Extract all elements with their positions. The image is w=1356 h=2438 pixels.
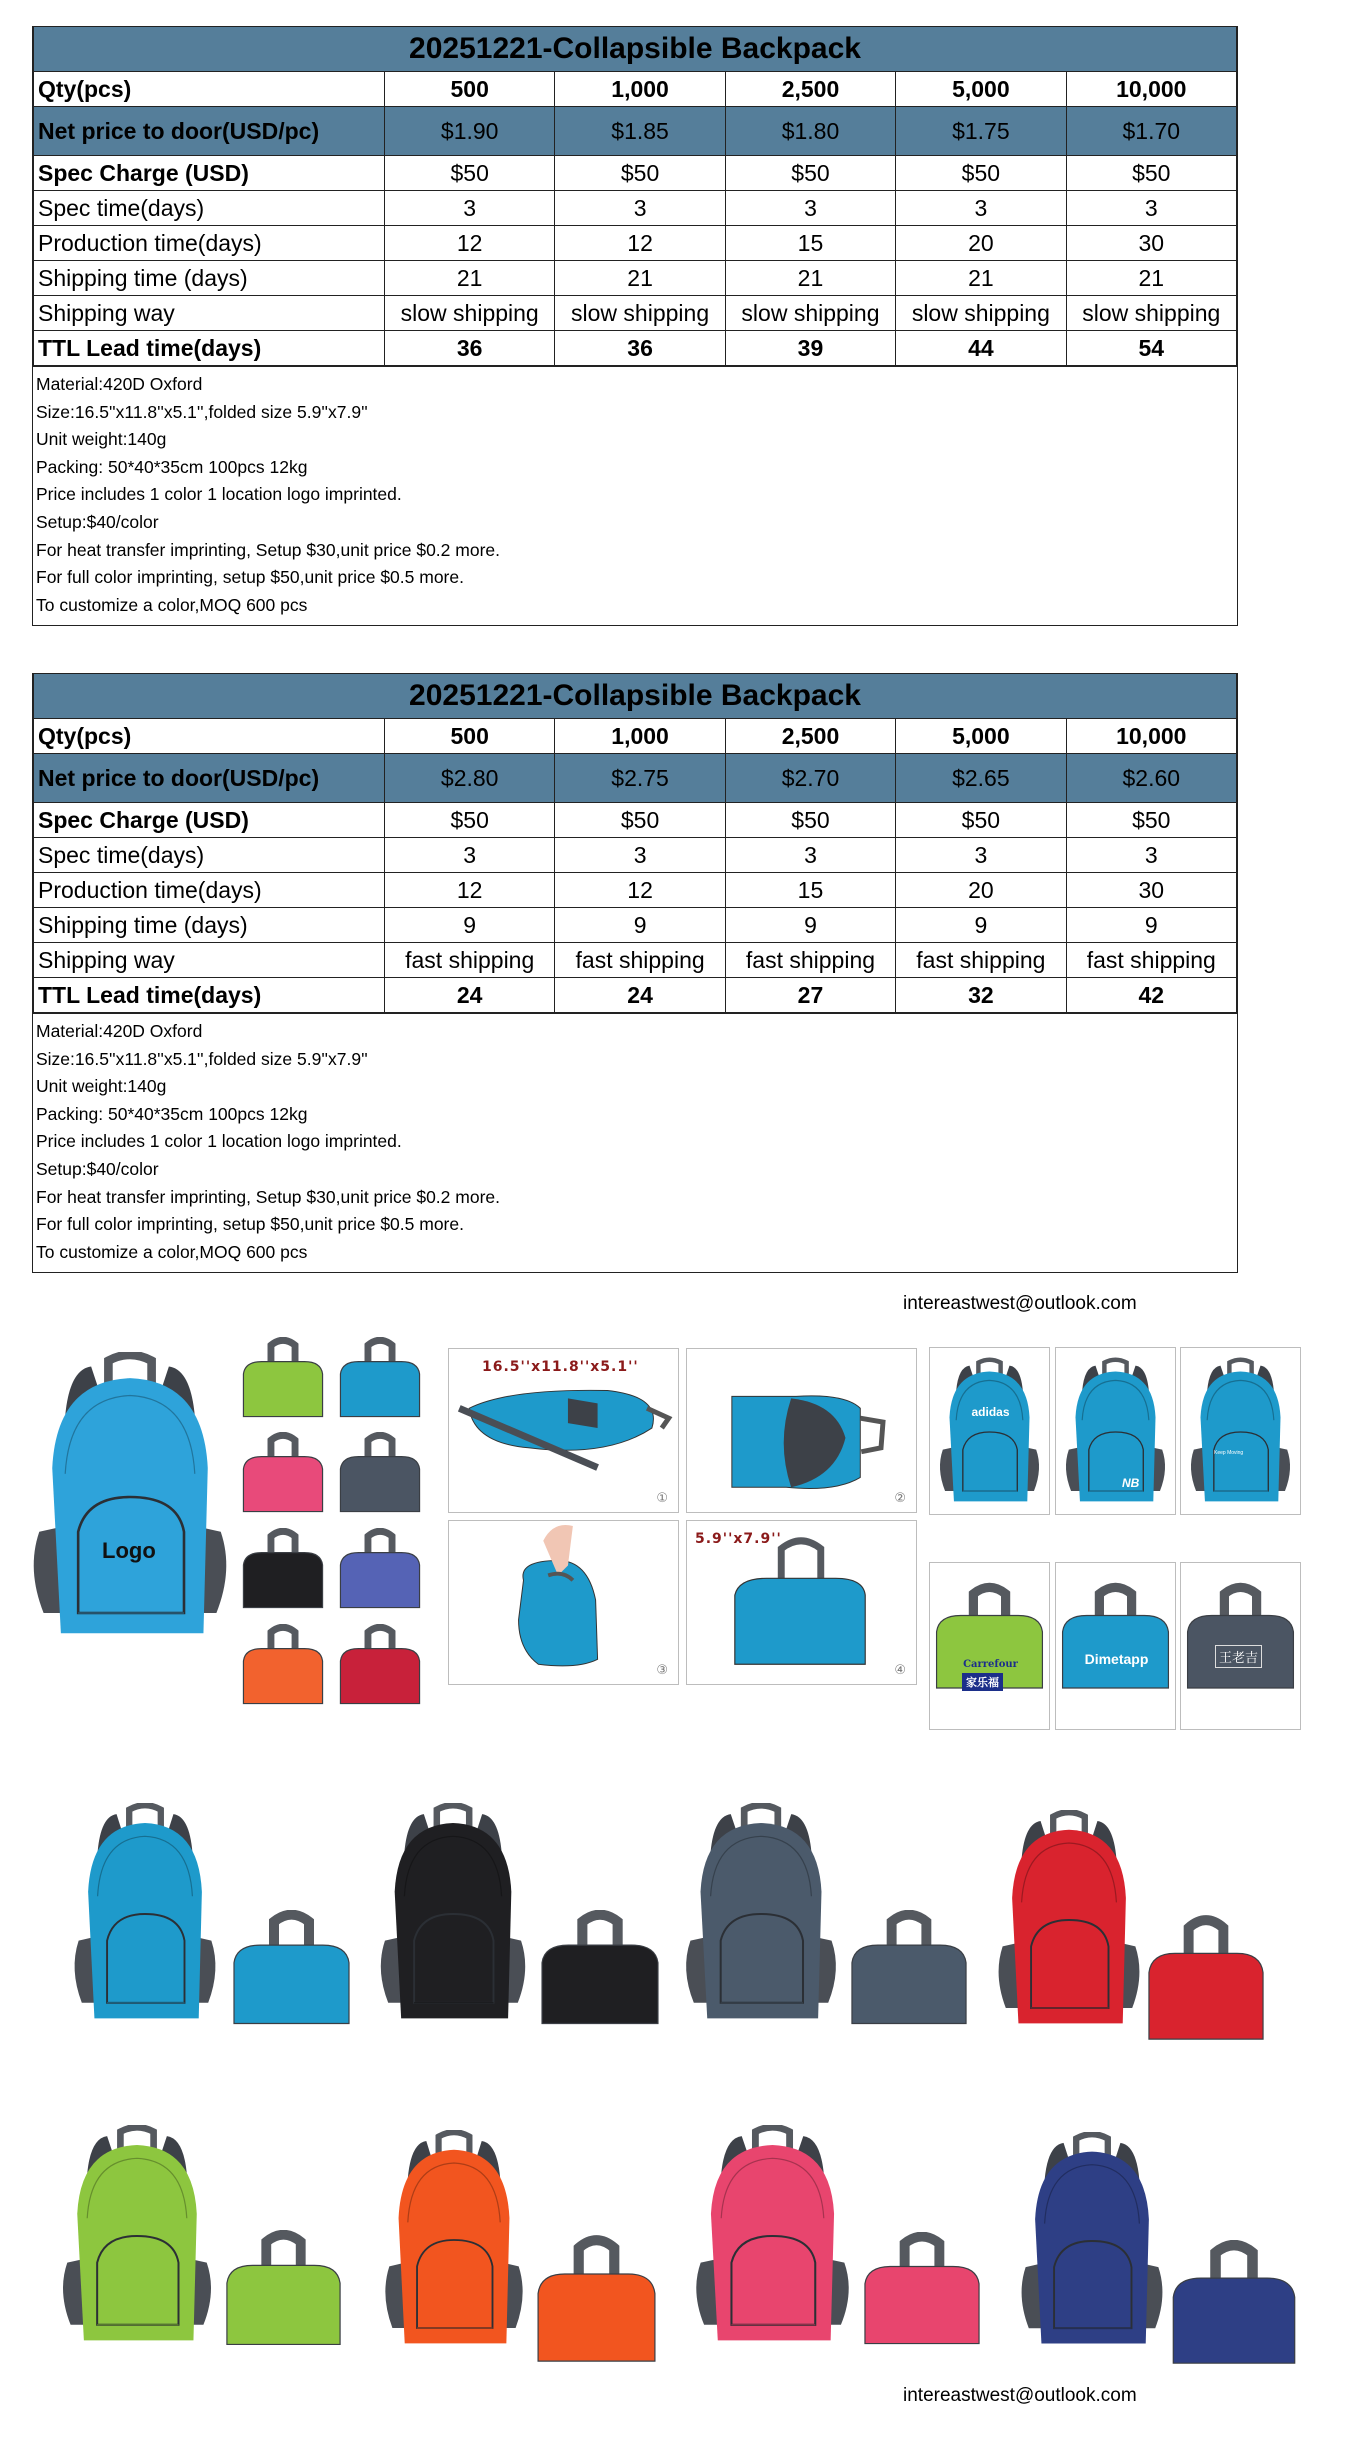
brand-logo-text: Carrefour — [963, 1659, 1018, 1670]
cell-value: 3 — [896, 838, 1066, 873]
table-row — [34, 331, 1237, 366]
brand-logo-text: Keep Moving — [1214, 1450, 1244, 1456]
cell-value: slow shipping — [385, 296, 555, 331]
pouch-swatch — [337, 1432, 423, 1514]
step-number: ④ — [894, 1662, 906, 1677]
backpack-icon — [1056, 1348, 1175, 1514]
pouch-navy — [1168, 2240, 1300, 2367]
cell-value: $50 — [385, 803, 555, 838]
row-label: Shipping way — [34, 296, 385, 331]
table-row — [34, 943, 1237, 978]
pouch-blue — [229, 1910, 354, 2027]
hero-backpack-image — [22, 1352, 238, 1642]
pouch-icon — [537, 1910, 663, 2027]
cell-value: 42 — [1066, 978, 1236, 1013]
backpack-icon — [687, 2125, 858, 2347]
note-line: Unit weight:140g — [36, 429, 167, 450]
table-title: 20251221-Collapsible Backpack — [34, 674, 1237, 719]
pouch-icon — [240, 1432, 326, 1514]
table-row — [34, 838, 1237, 873]
backpack-icon — [377, 2130, 531, 2350]
table-row — [34, 978, 1237, 1013]
backpack-pink — [687, 2125, 858, 2347]
cell-value: 3 — [1066, 191, 1236, 226]
backpack-icon — [66, 1803, 224, 2025]
cell-value: 36 — [385, 331, 555, 366]
backpack-icon — [54, 2125, 220, 2347]
cell-value: 2,500 — [725, 719, 895, 754]
product-notes — [33, 1013, 1237, 1272]
row-label: Production time(days) — [34, 226, 385, 261]
cell-value: 12 — [385, 873, 555, 908]
cell-value: $1.85 — [555, 107, 725, 156]
cell-value: 32 — [896, 978, 1066, 1013]
folding-step-illustration — [687, 1349, 916, 1512]
pouch-orange — [533, 2235, 660, 2365]
step-number: ② — [894, 1490, 906, 1505]
cell-value: $2.60 — [1066, 754, 1236, 803]
cell-value: fast shipping — [385, 943, 555, 978]
step-number: ③ — [656, 1662, 668, 1677]
note-line: To customize a color,MOQ 600 pcs — [36, 1241, 308, 1262]
cell-value: 3 — [555, 838, 725, 873]
table-row — [34, 107, 1237, 156]
pouch-swatch — [240, 1528, 326, 1610]
row-label: Spec Charge (USD) — [34, 156, 385, 191]
table-title: 20251221-Collapsible Backpack — [34, 27, 1237, 72]
product-notes — [33, 366, 1237, 625]
note-line: Price includes 1 color 1 location logo imprinted. — [36, 1131, 402, 1152]
brand-logo-text: NB — [1122, 1476, 1140, 1490]
backpack-icon — [930, 1348, 1049, 1514]
cell-value: $1.70 — [1066, 107, 1236, 156]
cell-value: 9 — [896, 908, 1066, 943]
row-label: TTL Lead time(days) — [34, 331, 385, 366]
pouch-icon — [533, 2235, 660, 2365]
cell-value: 3 — [385, 838, 555, 873]
backpack-green — [54, 2125, 220, 2347]
brand-subtext: 家乐福 — [962, 1673, 1003, 1691]
pouch-swatch — [337, 1337, 423, 1419]
cell-value: 500 — [385, 719, 555, 754]
backpack-black — [372, 1803, 534, 2025]
pouch-icon — [337, 1624, 423, 1706]
cell-value: 44 — [896, 331, 1066, 366]
table-row — [34, 908, 1237, 943]
cell-value: 3 — [725, 191, 895, 226]
table-row — [34, 803, 1237, 838]
backpack-icon — [677, 1803, 845, 2025]
branded-pouch-sample — [929, 1562, 1050, 1730]
folding-step-1 — [448, 1348, 679, 1513]
backpack-navy — [1013, 2132, 1171, 2350]
cell-value: 12 — [555, 873, 725, 908]
pouch-icon — [337, 1432, 423, 1514]
backpack-icon — [372, 1803, 534, 2025]
folding-step-2 — [686, 1348, 917, 1513]
folding-step-3 — [448, 1520, 679, 1685]
pouch-icon — [860, 2232, 984, 2347]
cell-value: $50 — [896, 803, 1066, 838]
pouch-swatch — [240, 1624, 326, 1706]
cell-value: 3 — [896, 191, 1066, 226]
cell-value: $1.90 — [385, 107, 555, 156]
cell-value: 10,000 — [1066, 72, 1236, 107]
pouch-icon — [1168, 2240, 1300, 2367]
cell-value: 30 — [1066, 226, 1236, 261]
cell-value: $1.80 — [725, 107, 895, 156]
pouch-swatch — [240, 1432, 326, 1514]
brand-logo-text: 王老吉 — [1215, 1645, 1262, 1668]
cell-value: 3 — [725, 838, 895, 873]
row-label: Qty(pcs) — [34, 72, 385, 107]
note-line: Material:420D Oxford — [36, 1021, 203, 1041]
pouch-gray — [847, 1910, 971, 2027]
pouch-icon — [229, 1910, 354, 2027]
cell-value: 3 — [1066, 838, 1236, 873]
cell-value: slow shipping — [555, 296, 725, 331]
quote-table-1 — [32, 26, 1238, 626]
row-label: Net price to door(USD/pc) — [34, 107, 385, 156]
pouch-swatch — [337, 1624, 423, 1706]
table-row — [34, 72, 1237, 107]
note-line: For heat transfer imprinting, Setup $30,unit price $0.2 more. — [36, 539, 500, 560]
note-line: Unit weight:140g — [36, 1076, 167, 1097]
branded-pouch-sample — [1055, 1562, 1176, 1730]
cell-value: 21 — [725, 261, 895, 296]
row-label: Spec time(days) — [34, 838, 385, 873]
cell-value: 20 — [896, 873, 1066, 908]
cell-value: 21 — [555, 261, 725, 296]
row-label: Production time(days) — [34, 873, 385, 908]
note-line: Size:16.5''x11.8''x5.1'',folded size 5.9''x7.9'' — [36, 1048, 368, 1069]
cell-value: 12 — [385, 226, 555, 261]
backpack-icon — [990, 1810, 1148, 2030]
pouch-green — [222, 2230, 345, 2348]
cell-value: fast shipping — [1066, 943, 1236, 978]
table-row — [34, 191, 1237, 226]
cell-value: 3 — [555, 191, 725, 226]
pouch-black — [537, 1910, 663, 2027]
row-label: Shipping time (days) — [34, 261, 385, 296]
row-label: Net price to door(USD/pc) — [34, 754, 385, 803]
pouch-icon — [337, 1528, 423, 1610]
backpack-gray — [677, 1803, 845, 2025]
cell-value: 5,000 — [896, 72, 1066, 107]
cell-value: fast shipping — [555, 943, 725, 978]
row-label: Qty(pcs) — [34, 719, 385, 754]
brand-logo-text: adidas — [971, 1405, 1010, 1419]
cell-value: 1,000 — [555, 72, 725, 107]
cell-value: $2.75 — [555, 754, 725, 803]
cell-value: slow shipping — [725, 296, 895, 331]
cell-value: 27 — [725, 978, 895, 1013]
table-row — [34, 156, 1237, 191]
table-title-row — [34, 674, 1237, 719]
cell-value: slow shipping — [896, 296, 1066, 331]
folding-step-4 — [686, 1520, 917, 1685]
step-number: ① — [656, 1490, 668, 1505]
cell-value: $1.75 — [896, 107, 1066, 156]
cell-value: 5,000 — [896, 719, 1066, 754]
pouch-icon — [240, 1528, 326, 1610]
note-line: Packing: 50*40*35cm 100pcs 12kg — [36, 456, 308, 477]
branded-backpack-sample — [929, 1347, 1050, 1515]
cell-value: $50 — [725, 803, 895, 838]
table-row — [34, 754, 1237, 803]
table-row — [34, 873, 1237, 908]
cell-value: $2.65 — [896, 754, 1066, 803]
table-row — [34, 296, 1237, 331]
cell-value: 2,500 — [725, 72, 895, 107]
backpack-red — [990, 1810, 1148, 2030]
cell-value: fast shipping — [725, 943, 895, 978]
cell-value: $50 — [555, 803, 725, 838]
cell-value: 9 — [385, 908, 555, 943]
cell-value: 21 — [385, 261, 555, 296]
backpack-icon — [22, 1352, 238, 1642]
table-row — [34, 719, 1237, 754]
cell-value: $50 — [1066, 156, 1236, 191]
row-label: Spec Charge (USD) — [34, 803, 385, 838]
table-title-row — [34, 27, 1237, 72]
pouch-icon — [337, 1337, 423, 1419]
pouch-swatch — [240, 1337, 326, 1419]
pouch-icon — [1056, 1563, 1175, 1729]
cell-value: 1,000 — [555, 719, 725, 754]
branded-backpack-sample — [1180, 1347, 1301, 1515]
backpack-orange — [377, 2130, 531, 2350]
pouch-red — [1144, 1915, 1268, 2043]
note-line: Setup:$40/color — [36, 1158, 159, 1179]
cell-value: $50 — [1066, 803, 1236, 838]
note-line: Size:16.5''x11.8''x5.1'',folded size 5.9''x7.9'' — [36, 401, 368, 422]
cell-value: 36 — [555, 331, 725, 366]
pouch-icon — [240, 1337, 326, 1419]
cell-value: 3 — [385, 191, 555, 226]
cell-value: $50 — [385, 156, 555, 191]
pouch-pink — [860, 2232, 984, 2347]
pouch-icon — [847, 1910, 971, 2027]
cell-value: 15 — [725, 873, 895, 908]
cell-value: $50 — [896, 156, 1066, 191]
note-line: For full color imprinting, setup $50,unit price $0.5 more. — [36, 1214, 464, 1235]
contact-email-bottom: intereastwest@outlook.com — [903, 2385, 1137, 2406]
backpack-icon — [1013, 2132, 1171, 2350]
note-line: Packing: 50*40*35cm 100pcs 12kg — [36, 1103, 308, 1124]
note-line: For full color imprinting, setup $50,unit price $0.5 more. — [36, 567, 464, 588]
table-row — [34, 226, 1237, 261]
cell-value: 9 — [555, 908, 725, 943]
cell-value: slow shipping — [1066, 296, 1236, 331]
cell-value: 9 — [725, 908, 895, 943]
brand-logo-text: Dimetapp — [1084, 1651, 1149, 1667]
pouch-swatch — [337, 1528, 423, 1610]
cell-value: $50 — [555, 156, 725, 191]
cell-value: 39 — [725, 331, 895, 366]
cell-value: 12 — [555, 226, 725, 261]
row-label: TTL Lead time(days) — [34, 978, 385, 1013]
backpack-icon — [1181, 1348, 1300, 1514]
cell-value: 20 — [896, 226, 1066, 261]
backpack-blue — [66, 1803, 224, 2025]
cell-value: 21 — [896, 261, 1066, 296]
branded-backpack-sample — [1055, 1347, 1176, 1515]
cell-value: 15 — [725, 226, 895, 261]
quote-table-2 — [32, 673, 1238, 1273]
pouch-icon — [240, 1624, 326, 1706]
row-label: Shipping time (days) — [34, 908, 385, 943]
cell-value: $50 — [725, 156, 895, 191]
cell-value: 24 — [385, 978, 555, 1013]
pouch-icon — [930, 1563, 1049, 1729]
pouch-icon — [222, 2230, 345, 2348]
note-line: Material:420D Oxford — [36, 374, 203, 394]
row-label: Spec time(days) — [34, 191, 385, 226]
pouch-icon — [1144, 1915, 1268, 2043]
note-line: To customize a color,MOQ 600 pcs — [36, 594, 308, 615]
dimension-label: 5.9''x7.9'' — [695, 1531, 782, 1547]
branded-pouch-sample — [1180, 1562, 1301, 1730]
note-line: Setup:$40/color — [36, 511, 159, 532]
table-row — [34, 261, 1237, 296]
cell-value: 30 — [1066, 873, 1236, 908]
row-label: Shipping way — [34, 943, 385, 978]
cell-value: $2.80 — [385, 754, 555, 803]
contact-email-top: intereastwest@outlook.com — [903, 1293, 1137, 1314]
dimension-label: 16.5''x11.8''x5.1'' — [482, 1359, 639, 1375]
cell-value: $2.70 — [725, 754, 895, 803]
cell-value: 9 — [1066, 908, 1236, 943]
cell-value: fast shipping — [896, 943, 1066, 978]
cell-value: 21 — [1066, 261, 1236, 296]
folding-step-illustration — [449, 1521, 678, 1684]
cell-value: 10,000 — [1066, 719, 1236, 754]
cell-value: 54 — [1066, 331, 1236, 366]
note-line: Price includes 1 color 1 location logo imprinted. — [36, 484, 402, 505]
cell-value: 24 — [555, 978, 725, 1013]
cell-value: 500 — [385, 72, 555, 107]
note-line: For heat transfer imprinting, Setup $30,unit price $0.2 more. — [36, 1186, 500, 1207]
logo-placeholder-text: Logo — [102, 1538, 156, 1563]
